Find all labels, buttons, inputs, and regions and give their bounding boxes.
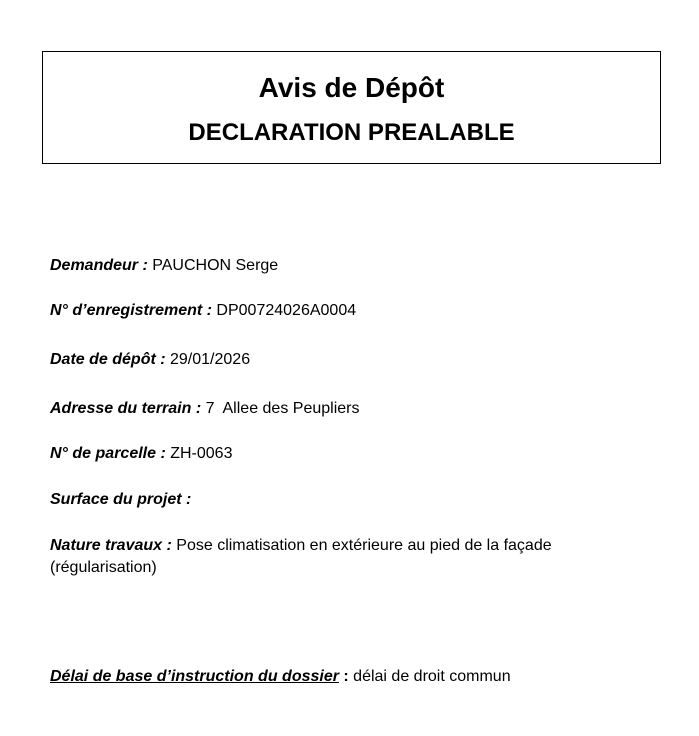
label-date-depot: Date de dépôt : bbox=[50, 351, 166, 368]
value-date-depot: 29/01/2026 bbox=[165, 351, 251, 368]
field-delai-instruction bbox=[50, 666, 650, 688]
label-demandeur: Demandeur : bbox=[50, 257, 148, 274]
value-adresse: 7 Allee des Peupliers bbox=[201, 400, 360, 417]
value-demandeur: PAUCHON Serge bbox=[147, 257, 279, 274]
label-surface: Surface du projet : bbox=[50, 491, 192, 508]
field-enregistrement bbox=[50, 300, 650, 322]
value-parcelle: ZH-0063 bbox=[165, 445, 233, 462]
value-delai-instruction: délai de droit commun bbox=[348, 668, 511, 685]
value-enregistrement: DP00724026A0004 bbox=[211, 302, 357, 319]
label-delai-instruction: Délai de base d’instruction du dossier bbox=[50, 668, 339, 685]
value-nature-travaux: Pose climatisation en extérieure au pied de la façade (régularisation) bbox=[50, 537, 557, 576]
label-parcelle: N° de parcelle : bbox=[50, 445, 166, 462]
document-subtitle: DECLARATION PREALABLE bbox=[188, 119, 515, 146]
field-adresse bbox=[50, 398, 650, 420]
colon-delai-instruction: : bbox=[338, 668, 349, 685]
title-box bbox=[42, 51, 661, 164]
field-nature-travaux bbox=[50, 535, 650, 579]
field-demandeur bbox=[50, 255, 650, 277]
field-parcelle bbox=[50, 443, 650, 465]
field-date-depot bbox=[50, 349, 650, 371]
label-adresse: Adresse du terrain : bbox=[50, 400, 202, 417]
label-nature-travaux: Nature travaux : bbox=[50, 537, 172, 554]
label-enregistrement: N° d’enregistrement : bbox=[50, 302, 212, 319]
field-surface bbox=[50, 489, 650, 511]
document-title: Avis de Dépôt bbox=[258, 72, 445, 103]
